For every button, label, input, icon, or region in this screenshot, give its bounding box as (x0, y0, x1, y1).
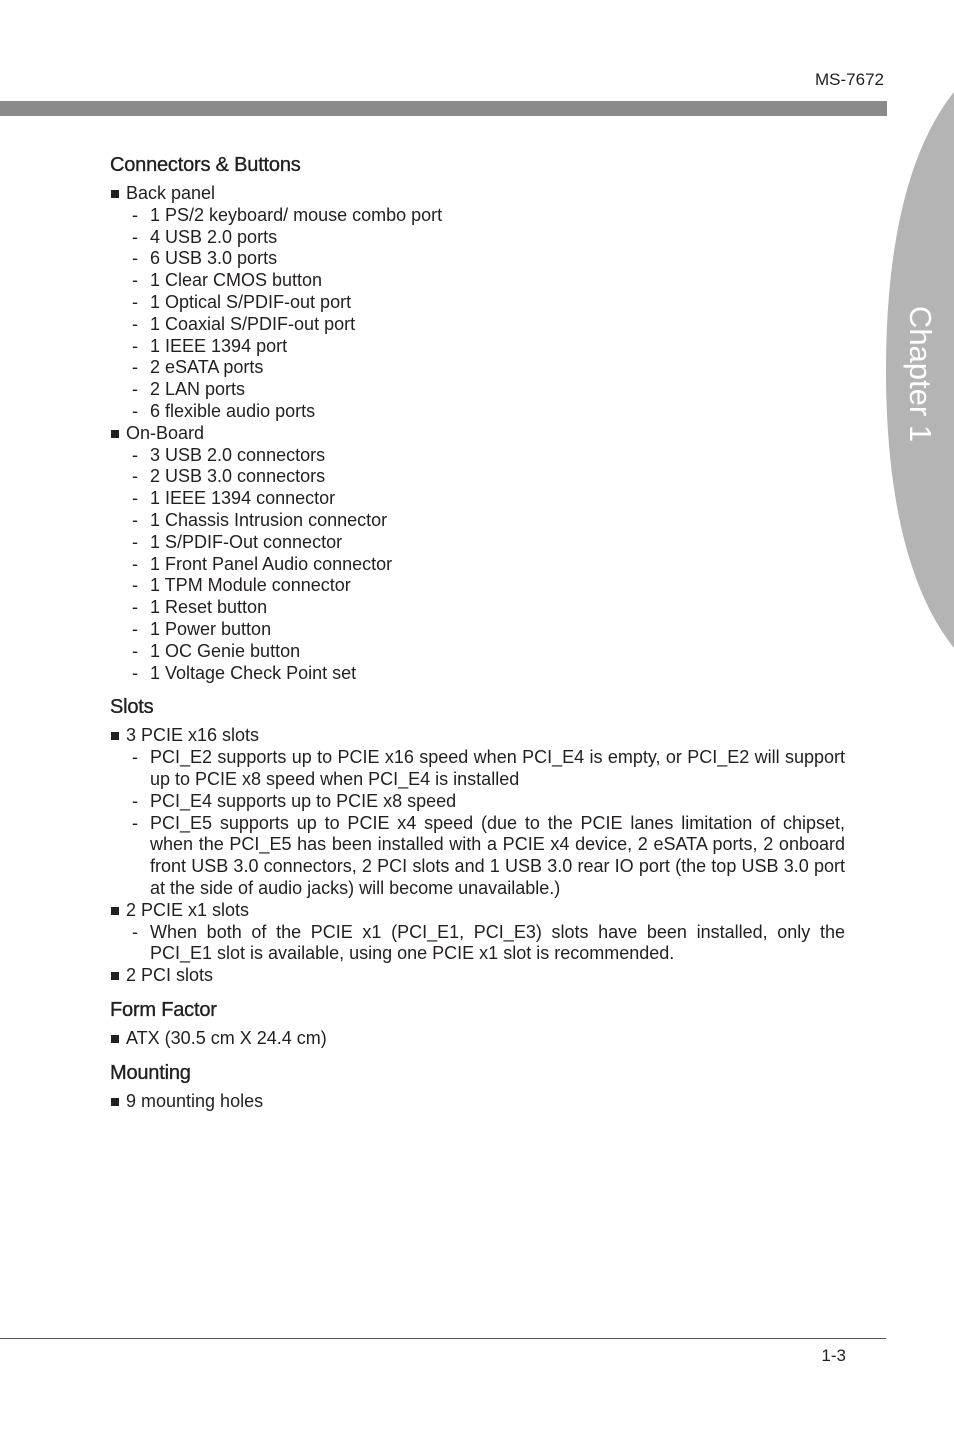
dash-bullet-icon: - (132, 921, 138, 942)
list-item (110, 575, 845, 597)
bullet-item (110, 725, 845, 747)
square-bullet-icon (111, 1098, 119, 1106)
list-item-text: 1 PS/2 keyboard/ mouse combo port (150, 204, 443, 225)
list-item-text: 4 USB 2.0 ports (150, 226, 278, 247)
list-item-text: 1 Optical S/PDIF-out port (150, 291, 352, 312)
dash-bullet-icon: - (132, 291, 138, 312)
dash-bullet-icon: - (132, 575, 138, 596)
model-number: MS-7672 (815, 70, 884, 89)
list-item (110, 663, 845, 685)
list-item (110, 314, 845, 336)
section-title: Form Factor (110, 998, 217, 1021)
list-item (110, 292, 845, 314)
bullet-label: Back panel (126, 183, 216, 203)
bullet-label: 2 PCI slots (126, 965, 214, 986)
list-item-text: 1 Clear CMOS button (150, 270, 323, 291)
list-item-text: 1 IEEE 1394 port (150, 335, 288, 356)
main-content (110, 152, 845, 1122)
section-title: Mounting (110, 1061, 191, 1084)
dash-bullet-icon: - (132, 444, 138, 465)
list-item-text: 1 Front Panel Audio connector (150, 553, 393, 574)
list-item (110, 922, 845, 966)
bullet-item (110, 965, 845, 987)
footer-divider (0, 1338, 886, 1339)
dash-bullet-icon: - (132, 531, 138, 552)
square-bullet-icon (111, 972, 119, 980)
section-title: Connectors & Buttons (110, 154, 301, 176)
list-item-text: 1 Coaxial S/PDIF-out port (150, 313, 356, 334)
bullet-label: 3 PCIE x16 slots (126, 725, 260, 746)
dash-bullet-icon: - (132, 204, 138, 225)
list-item-text: 1 TPM Module connector (150, 575, 351, 596)
list-item (110, 747, 845, 791)
bullet-item (110, 900, 845, 922)
dash-bullet-icon: - (132, 335, 138, 356)
dash-bullet-icon: - (132, 553, 138, 574)
square-bullet-icon (111, 190, 119, 198)
list-item-text: 2 USB 3.0 connectors (150, 466, 326, 487)
bullet-label: 2 PCIE x1 slots (126, 899, 250, 920)
dash-bullet-icon: - (132, 597, 138, 618)
dash-bullet-icon: - (132, 509, 138, 530)
dash-bullet-icon: - (132, 812, 138, 833)
list-item (110, 336, 845, 358)
square-bullet-icon (111, 430, 119, 438)
list-item-text: 2 LAN ports (150, 379, 246, 400)
list-item-text: 1 S/PDIF-Out connector (150, 531, 343, 552)
list-item-text: 2 eSATA ports (150, 357, 264, 378)
list-item-text: 1 OC Genie button (150, 640, 301, 661)
list-item (110, 248, 845, 270)
page-number: 1-3 (821, 1346, 846, 1365)
list-item (110, 227, 845, 249)
list-item-text: 1 IEEE 1394 connector (150, 488, 336, 509)
list-item-text: When both of the PCIE x1 (PCI_E1, PCI_E3) slots have been installed, only the PCI_E1 slot is available, using one PCIE x1 slot is recommended. (150, 921, 845, 964)
dash-bullet-icon: - (132, 662, 138, 683)
list-item-text: 1 Power button (150, 618, 272, 639)
dash-bullet-icon: - (132, 400, 138, 421)
bullet-item (110, 183, 845, 205)
list-item (110, 270, 845, 292)
dash-bullet-icon: - (132, 248, 138, 269)
list-item (110, 510, 845, 532)
list-item (110, 597, 845, 619)
square-bullet-icon (111, 1035, 119, 1043)
header-bar (0, 101, 887, 116)
list-item-text: PCI_E5 supports up to PCIE x4 speed (due to the PCIE lanes limitation of chipset, when the PCI_E5 has been installed with a PCIE x4 device, 2 eSATA ports, 2 onboard front USB 3.0 connectors, 2 PCI slots and 1 USB 3.0 rear IO port (the top USB 3.0 port at the side of audio jacks) will become unavailable.) (150, 812, 845, 898)
list-item-text: PCI_E4 supports up to PCIE x8 speed (150, 790, 457, 811)
dash-bullet-icon: - (132, 747, 138, 768)
dash-bullet-icon: - (132, 466, 138, 487)
dash-bullet-icon: - (132, 488, 138, 509)
list-item-text: 6 USB 3.0 ports (150, 248, 278, 269)
dash-bullet-icon: - (132, 379, 138, 400)
dash-bullet-icon: - (132, 790, 138, 811)
dash-bullet-icon: - (132, 313, 138, 334)
section (110, 152, 845, 684)
list-item (110, 488, 845, 510)
dash-bullet-icon: - (132, 226, 138, 247)
list-item (110, 791, 845, 813)
list-item-text: 3 USB 2.0 connectors (150, 444, 326, 465)
list-item-text: 6 flexible audio ports (150, 400, 316, 421)
list-item (110, 532, 845, 554)
list-item (110, 554, 845, 576)
bullet-label: On-Board (126, 422, 205, 443)
list-item (110, 445, 845, 467)
dash-bullet-icon: - (132, 618, 138, 639)
section-title: Slots (110, 696, 154, 719)
section (110, 997, 845, 1050)
square-bullet-icon (111, 907, 119, 915)
dash-bullet-icon: - (132, 357, 138, 378)
bullet-label: ATX (30.5 cm X 24.4 cm) (126, 1027, 327, 1048)
list-item (110, 205, 845, 227)
bullet-label: 9 mounting holes (126, 1090, 264, 1111)
bullet-item (110, 1091, 845, 1113)
section (110, 694, 845, 987)
dash-bullet-icon: - (132, 270, 138, 291)
dash-bullet-icon: - (132, 640, 138, 661)
list-item-text: 1 Voltage Check Point set (150, 662, 357, 683)
list-item (110, 357, 845, 379)
list-item (110, 619, 845, 641)
bullet-item (110, 1028, 845, 1050)
list-item-text: 1 Chassis Intrusion connector (150, 509, 388, 530)
list-item (110, 466, 845, 488)
list-item-text: 1 Reset button (150, 597, 268, 618)
list-item (110, 813, 845, 900)
list-item (110, 401, 845, 423)
list-item (110, 641, 845, 663)
list-item-text: PCI_E2 supports up to PCIE x16 speed when PCI_E4 is empty, or PCI_E2 will support up to PCIE x8 speed when PCI_E4 is installed (150, 747, 845, 789)
list-item (110, 379, 845, 401)
section (110, 1060, 845, 1113)
bullet-item (110, 423, 845, 445)
square-bullet-icon (111, 732, 119, 740)
chapter-label: Chapter 1 (903, 305, 938, 443)
